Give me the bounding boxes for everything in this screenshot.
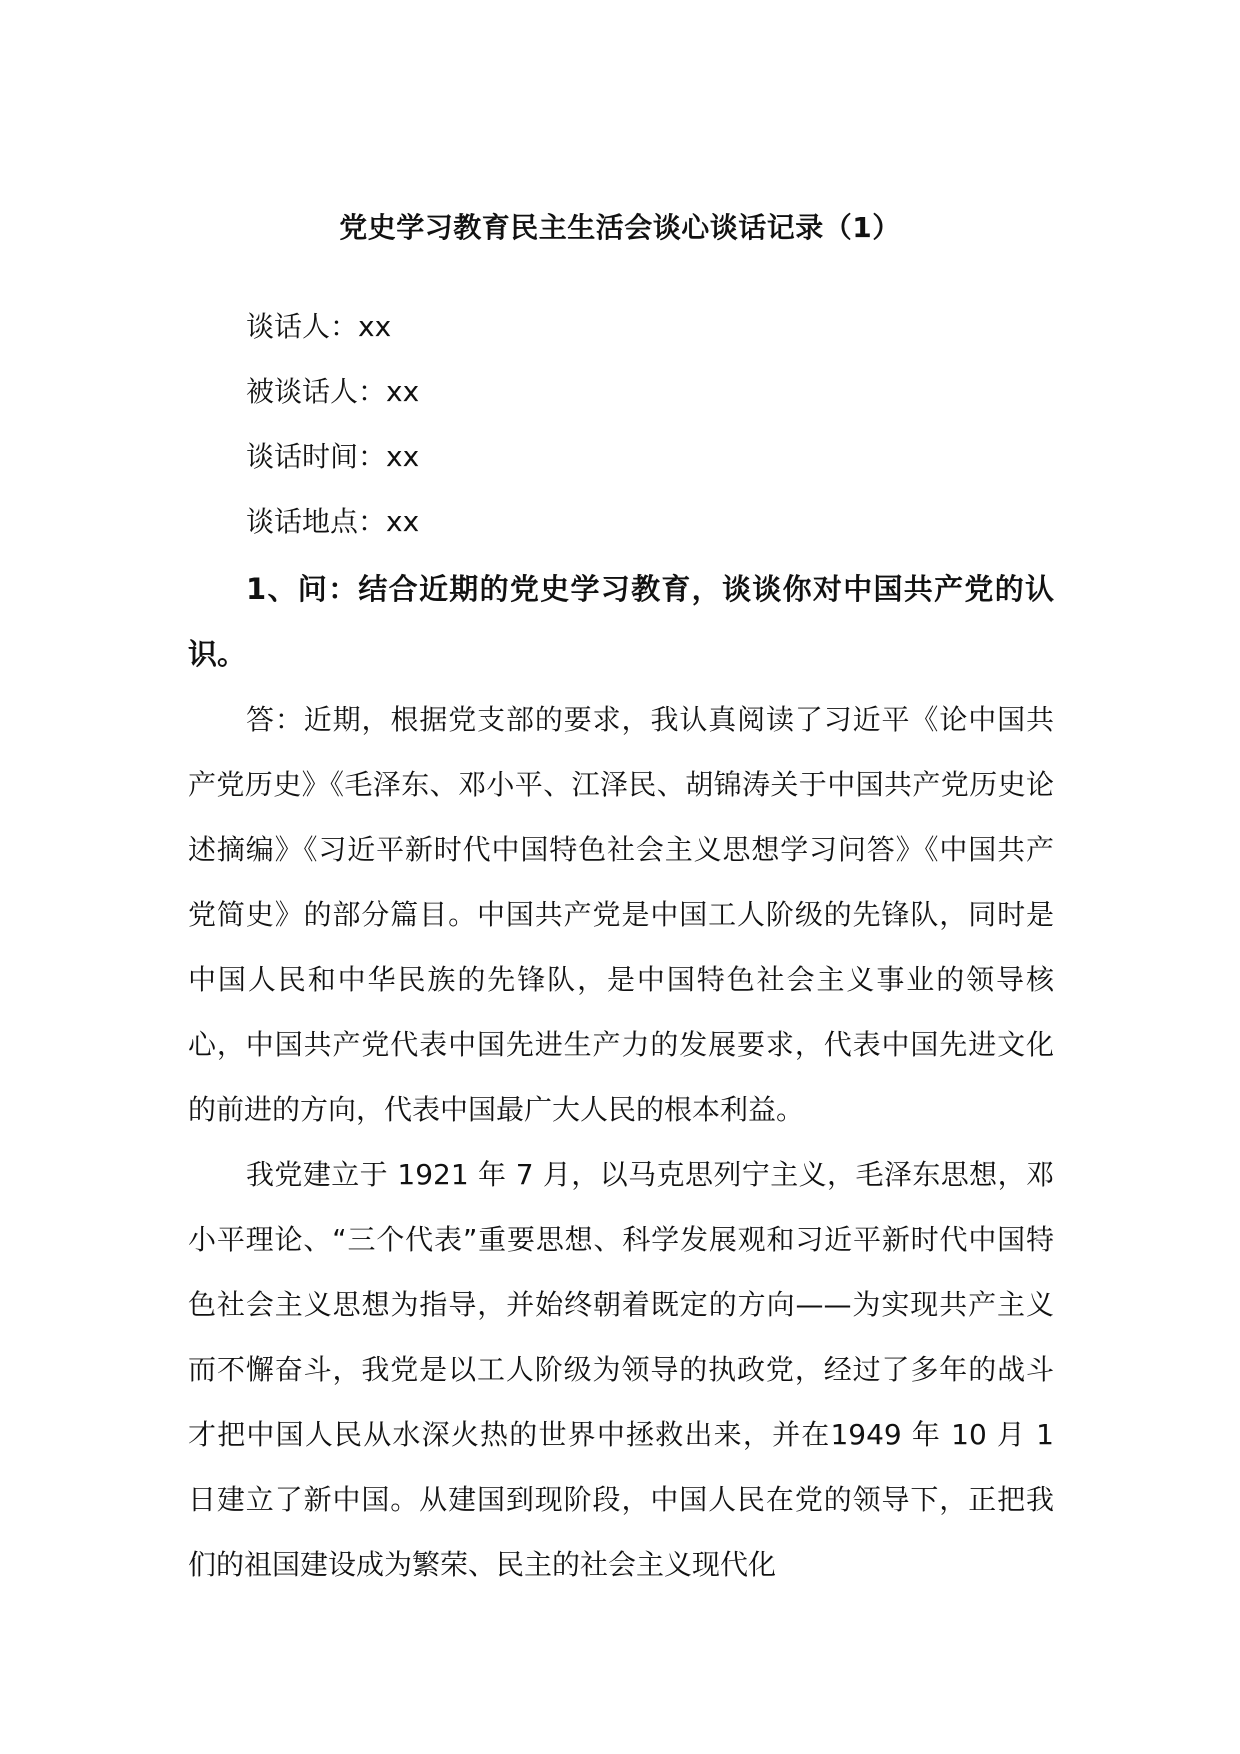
paragraph-party-history: 我党建立于 1921 年 7 月，以马克思列宁主义，毛泽东思想，邓小平理论、“三个代表”重要思想、科学发展观和习近平新时代中国特色社会主义思想为指导，并始终朝着既定的方向——为实现共产主义而不懈奋斗，我党是以工人阶级为领导的执政党，经过了多年的战斗才把中国人民从水深火热的世界中拯救出来，并在1949 年 10 月 1 日建立了新中国。从建国到现阶段，中国人民在党的领导下，正把我们的祖国建设成为繁荣、民主的社会主义现代化 (188, 1158, 1054, 1581)
place-line: 谈话地点：xx (246, 505, 420, 538)
interviewee-line: 被谈话人：xx (246, 375, 420, 408)
speaker-line: 谈话人：xx (246, 310, 392, 343)
document-title: 党史学习教育民主生活会谈心谈话记录（1） (339, 211, 901, 244)
question-1: 1、问：结合近期的党史学习教育，谈谈你对中国共产党的认识。 (188, 572, 1054, 671)
time-line: 谈话时间：xx (246, 440, 420, 473)
answer-1: 答：近期，根据党支部的要求，我认真阅读了习近平《论中国共产党历史》《毛泽东、邓小平、江泽民、胡锦涛关于中国共产党历史论述摘编》《习近平新时代中国特色社会主义思想学习问答》《中国共产党简史》的部分篇目。中国共产党是中国工人阶级的先锋队，同时是中国人民和中华民族的先锋队，是中国特色社会主义事业的领导核心，中国共产党代表中国先进生产力的发展要求，代表中国先进文化的前进的方向，代表中国最广大人民的根本利益。 (188, 703, 1054, 1126)
